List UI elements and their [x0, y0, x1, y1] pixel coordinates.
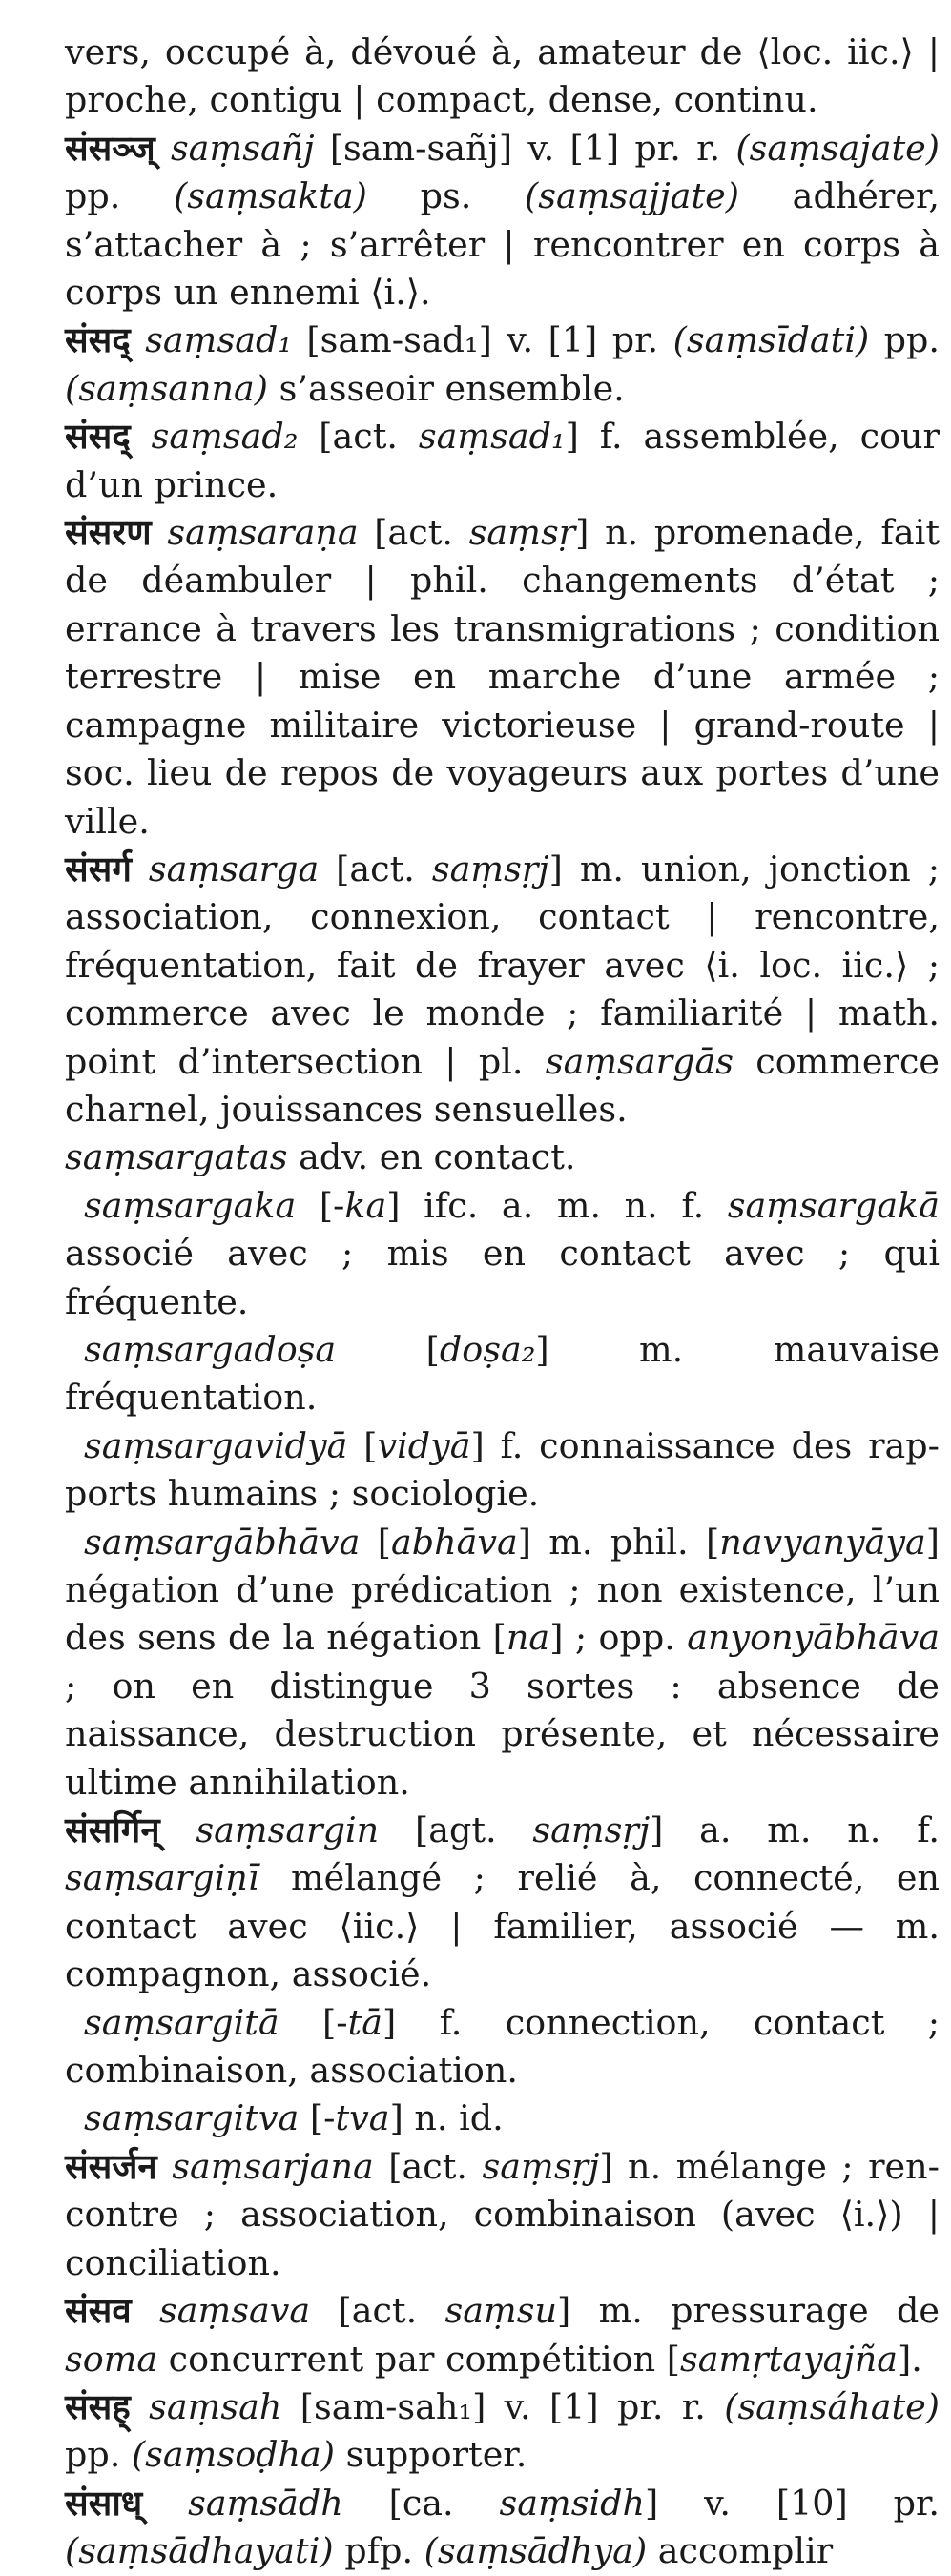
italic-term: (saṃsajjate) — [525, 175, 739, 217]
entry-text: s’asseoir ensemble. — [268, 367, 625, 409]
italic-term: saṃsad₁ — [418, 416, 566, 458]
dictionary-entry — [65, 1134, 940, 1181]
entry-text: ] m. union, jonction ; association, connexion, contact | rencontre, fréquentation, fait de frayer avec ⟨i. loc. iic.⟩ ; commerce avec le monde ; familiarité | math. point d’intersection | pl. — [65, 848, 941, 1082]
headword-devanagari: संसञ्ज् — [65, 127, 155, 169]
italic-term: anyonyābhāva — [687, 1617, 940, 1659]
headword-devanagari: संसरण — [65, 512, 152, 554]
headword-devanagari: संसद् — [65, 319, 131, 361]
italic-term: saṃsava — [158, 2290, 311, 2332]
entry-text: pp. — [65, 2434, 132, 2476]
entry-text: commerce charnel, jouissances sensuelles. — [65, 1040, 940, 1130]
entry-text: [agt. — [379, 1809, 533, 1851]
dictionary-entry — [65, 846, 940, 1134]
headword-devanagari: संसाध् — [65, 2482, 143, 2524]
sub-entry — [65, 1999, 940, 2096]
entry-text: ] f. connaissance des rapports humains ; sociologie. — [65, 1424, 940, 1515]
italic-term: saṃsṛ — [468, 512, 576, 554]
entry-text: ] ifc. a. m. n. f. — [386, 1184, 728, 1226]
dictionary-entry — [65, 317, 940, 413]
entry-text: adhérer, s’attacher à ; s’arrêter | rencontrer en corps à corps un ennemi ⟨i.⟩. — [65, 175, 940, 314]
entry-text — [157, 2146, 173, 2187]
italic-term: saṃsargadoṣa — [84, 1328, 337, 1370]
entry-text: adv. en contact. — [287, 1136, 576, 1178]
entry-text: ] ; opp. — [549, 1617, 688, 1659]
italic-term: saṃsargiṇī — [65, 1857, 259, 1899]
entry-text: ] m. mauvaise fréquentation. — [65, 1328, 940, 1419]
entry-text: [ca. — [342, 2482, 500, 2524]
entry-text: [ — [336, 1328, 440, 1370]
italic-term: samṛtayajña — [680, 2338, 898, 2380]
sub-entry — [65, 1182, 940, 1326]
entry-text: ] v. [10] pr. — [645, 2482, 940, 2524]
italic-term: tā — [347, 2001, 383, 2043]
entry-text: [ — [360, 1521, 391, 1563]
entry-text — [131, 319, 145, 360]
entry-text: ]. — [897, 2338, 922, 2380]
italic-term: (saṃsajate) — [735, 127, 940, 169]
sub-entry — [65, 1422, 940, 1519]
entry-text: [act. — [298, 416, 419, 458]
dictionary-entry — [65, 2287, 940, 2383]
entry-text: [sam-sañj] v. [1] pr. r. — [314, 127, 736, 169]
italic-term: tva — [335, 2097, 390, 2139]
entry-text — [131, 416, 152, 457]
dictionary-entry — [65, 2480, 940, 2576]
dictionary-entry — [65, 2143, 940, 2287]
italic-term: (saṃsakta) — [174, 175, 367, 217]
italic-term: (saṃsanna) — [65, 367, 269, 409]
italic-term: vidyā — [377, 1424, 471, 1466]
dictionary-entry — [65, 509, 940, 846]
italic-term: saṃsṛj — [532, 1809, 651, 1851]
entry-text: pp. — [65, 175, 175, 217]
dictionary-entry — [65, 125, 940, 317]
headword-devanagari: संसव — [65, 2290, 132, 2332]
entry-text: [- — [279, 2001, 348, 2043]
headword-devanagari: संसह् — [65, 2385, 131, 2427]
entry-text: [act. — [358, 512, 469, 554]
entry-text: ps. — [366, 175, 526, 217]
entry-text: [- — [296, 1184, 345, 1226]
italic-term: saṃsargatas — [65, 1136, 288, 1178]
entry-text — [132, 2290, 159, 2331]
italic-term: saṃsad₁ — [145, 319, 292, 361]
italic-term: soma — [65, 2338, 158, 2380]
italic-term: saṃsādh — [188, 2482, 343, 2524]
italic-term: (saṃsoḍha) — [131, 2434, 336, 2476]
italic-term: (saṃsīdati) — [672, 319, 870, 361]
entry-text: vers, occupé à, dévoué à, amateur de ⟨loc. iic.⟩ | proche, contigu | compact, dense, continu. — [65, 31, 940, 121]
italic-term: saṃsṛj — [482, 2145, 600, 2187]
italic-term: saṃsarjana — [172, 2145, 374, 2187]
italic-term: saṃsañj — [170, 127, 315, 169]
italic-term: saṃsṛj — [431, 848, 549, 889]
entry-text: [sam-sad₁] v. [1] pr. — [291, 319, 673, 361]
entry-text: ] f. assemblée, cour d’un prince. — [65, 416, 941, 505]
sub-entry — [65, 1326, 940, 1422]
italic-term: ka — [344, 1184, 387, 1226]
entry-text: ] m. phil. [ — [517, 1521, 720, 1563]
italic-term: doṣa₂ — [439, 1328, 536, 1370]
italic-term: (saṃsādhayati) — [65, 2530, 334, 2572]
entry-text: pfp. — [333, 2530, 424, 2572]
italic-term: saṃsargavidyā — [84, 1424, 348, 1466]
entry-text: ] a. m. n. f. — [650, 1809, 940, 1851]
italic-term: (saṃsādhya) — [424, 2530, 648, 2572]
sub-entry — [65, 1519, 940, 1807]
entry-text: [act. — [310, 2290, 445, 2332]
entry-text: ] n. mélange ; rencontre ; association, combinaison (avec ⟨i.⟩) | conciliation. — [65, 2145, 941, 2283]
entry-text: ] m. pressurage de — [557, 2290, 940, 2332]
entry-text — [152, 512, 168, 553]
entry-text — [155, 128, 171, 169]
entry-text — [131, 2386, 149, 2427]
entry-text: supporter. — [335, 2434, 527, 2476]
entry-text: [ — [347, 1424, 378, 1466]
italic-term: saṃsargakā — [727, 1184, 941, 1226]
entry-text — [132, 848, 149, 889]
headword-devanagari: संसर्ग — [65, 848, 132, 889]
entry-text: [act. — [373, 2145, 483, 2187]
italic-term: saṃsargaka — [84, 1184, 297, 1226]
italic-term: saṃsargās — [545, 1040, 734, 1082]
italic-term: saṃsargitva — [84, 2097, 300, 2139]
entry-text: concurrent par compétition [ — [157, 2338, 681, 2380]
headword-devanagari: संसर्जन — [65, 2145, 157, 2187]
headword-devanagari: संसर्गिन् — [65, 1809, 160, 1851]
italic-term: saṃsargābhāva — [84, 1521, 361, 1563]
entry-text: associé avec ; mis en contact avec ; qui fréquente. — [65, 1233, 940, 1322]
entry-text: ] f. connection, contact ; combinaison, association. — [65, 2001, 940, 2092]
dictionary-entry — [65, 29, 940, 125]
italic-term: saṃsah — [149, 2385, 282, 2427]
italic-term: abhāva — [390, 1521, 518, 1563]
entry-text: [- — [299, 2097, 336, 2139]
italic-term: saṃsaraṇa — [167, 512, 359, 554]
entry-text: accomplir — [647, 2530, 834, 2572]
entry-text: ] n. promenade, fait de déambuler | phil. changements d’état ; errance à travers les transmigrations ; condition terrestre | mise en marche d’une armée ; campagne militaire victorieuse | grand-route | soc. lieu de repos de voyageurs aux portes d’une ville. — [65, 512, 941, 842]
italic-term: saṃsarga — [148, 848, 320, 889]
headword-devanagari: संसद् — [65, 416, 131, 458]
italic-term: navyanyāya — [719, 1521, 926, 1563]
entry-text: [act. — [319, 848, 432, 889]
entry-text: ] n. id. — [389, 2097, 504, 2139]
entry-text: ; on en distingue 3 sortes : absence de naissance, destruction présente, et nécessaire ultime annihilation. — [65, 1665, 940, 1803]
entry-text: mélangé ; relié à, connecté, en contact avec ⟨iic.⟩ | familier, associé — m. compagnon, associé. — [65, 1857, 940, 1995]
dictionary-page — [65, 29, 940, 2576]
sub-entry — [65, 2095, 940, 2142]
italic-term: na — [506, 1617, 550, 1659]
dictionary-entry — [65, 2383, 940, 2480]
entry-text: [sam-sah₁] v. [1] pr. r. — [281, 2385, 725, 2427]
entry-text: ] négation d’une prédication ; non existence, l’un des sens de la négation [ — [65, 1521, 940, 1659]
italic-term: saṃsad₂ — [151, 416, 299, 458]
italic-term: (saṃsáhate) — [724, 2385, 940, 2427]
italic-term: saṃsu — [444, 2290, 558, 2332]
dictionary-entry — [65, 1807, 940, 1999]
entry-text — [142, 2483, 188, 2524]
italic-term: saṃsargin — [196, 1809, 380, 1851]
dictionary-entry — [65, 413, 940, 509]
entry-text — [160, 1809, 196, 1850]
italic-term: saṃsargitā — [84, 2001, 279, 2043]
italic-term: saṃsidh — [499, 2482, 646, 2524]
entry-text: pp. — [869, 319, 941, 361]
